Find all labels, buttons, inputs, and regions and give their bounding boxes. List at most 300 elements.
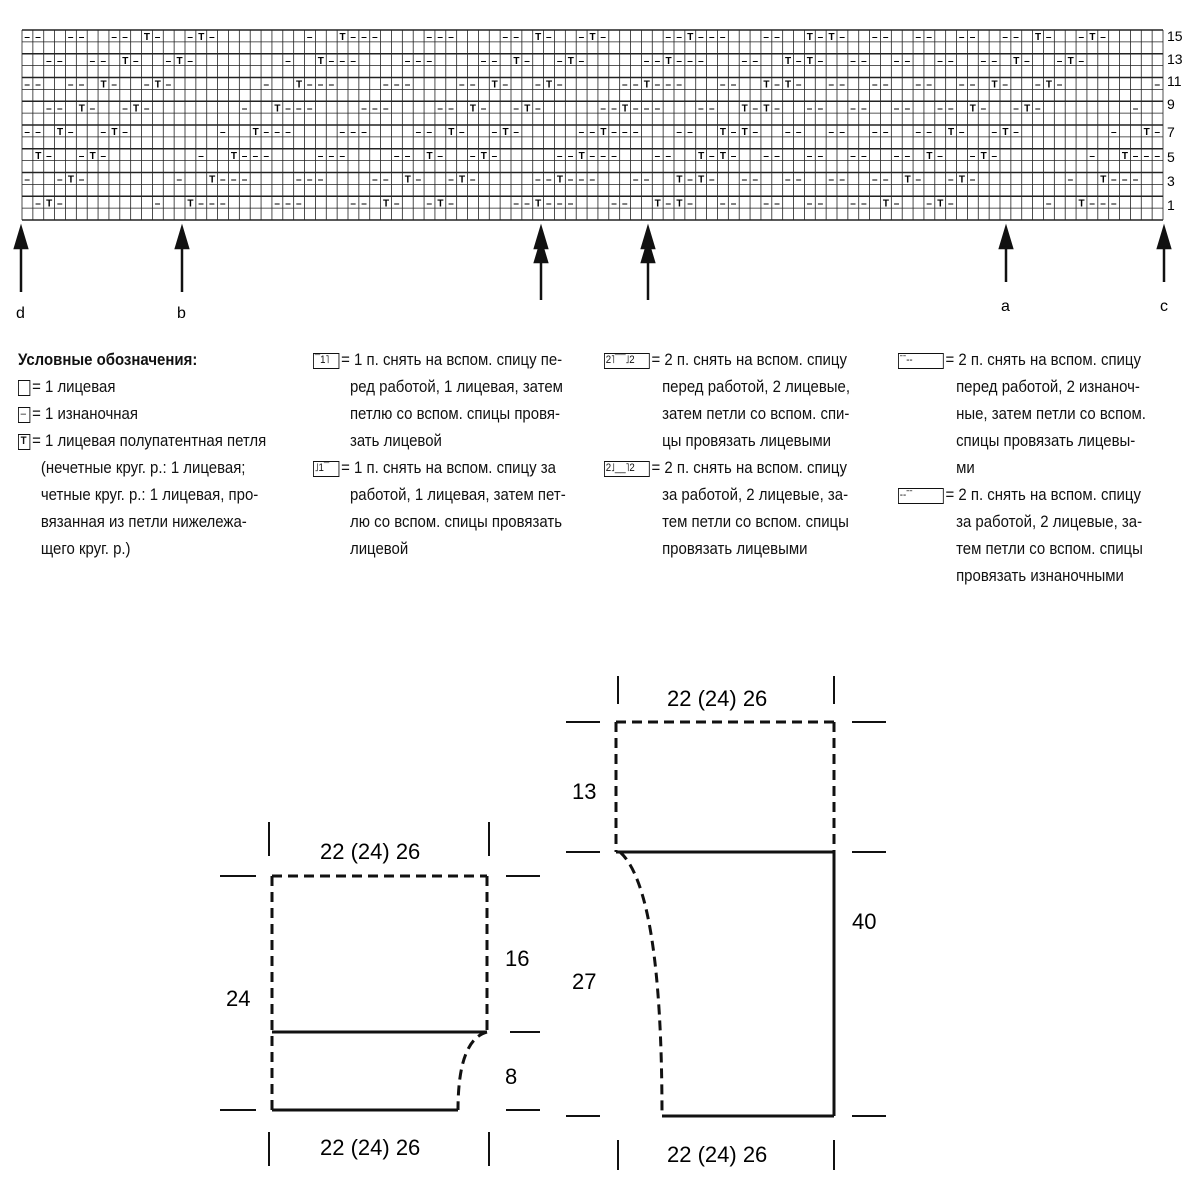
purl-stitch-mark: – <box>513 103 519 115</box>
brioche-stitch-mark: T <box>176 55 183 67</box>
purl-stitch-mark: – <box>317 150 324 162</box>
purl-stitch-mark: – <box>730 79 737 91</box>
brioche-stitch-mark: T <box>535 32 542 44</box>
purl-stitch-mark: – <box>154 32 161 44</box>
purl-stitch-mark: – <box>632 103 639 115</box>
purl-stitch-mark: – <box>741 55 748 67</box>
brioche-stitch-mark: T <box>1002 127 1009 139</box>
purl-stitch-mark: – <box>1154 127 1161 139</box>
purl-stitch-mark: – <box>1132 103 1139 115</box>
purl-stitch-mark: – <box>469 174 476 186</box>
purl-stitch-mark: – <box>35 198 41 210</box>
purl-stitch-mark: – <box>926 32 932 44</box>
purl-stitch-mark: – <box>1034 103 1041 115</box>
cross-2-back-symbol-icon: 2˩__˥2 <box>604 461 650 477</box>
purl-stitch-mark: – <box>991 55 998 67</box>
legend-half-brioche-line-3: четные круг. р.: 1 лицевая, про- <box>40 485 259 504</box>
purl-stitch-mark: – <box>708 150 715 162</box>
purl-stitch-mark: – <box>513 198 519 210</box>
row-number-3: 3 <box>1167 173 1175 189</box>
purl-stitch-mark: – <box>774 103 780 115</box>
purl-stitch-mark: – <box>1111 198 1117 210</box>
purl-stitch-mark: – <box>56 174 63 186</box>
purl-stitch-mark: – <box>296 103 302 115</box>
brioche-stitch-mark: T <box>567 55 574 67</box>
purl-stitch-mark: – <box>708 32 715 44</box>
legend-cross-1-front-line-2: ред работой, 1 лицевая, затем <box>349 377 563 396</box>
brioche-stitch-mark: T <box>491 79 498 91</box>
purl-stitch-mark: – <box>654 79 661 91</box>
brioche-stitch-mark: T <box>741 127 748 139</box>
purl-stitch-mark: – <box>600 150 606 162</box>
brioche-stitch-mark: T <box>882 198 889 210</box>
purl-stitch-mark: – <box>665 32 672 44</box>
purl-stitch-mark: – <box>719 198 726 210</box>
purl-stitch-mark: – <box>480 103 487 115</box>
purl-stitch-mark: – <box>285 198 291 210</box>
purl-stitch-mark: – <box>328 55 335 67</box>
purl-stitch-mark: – <box>611 198 617 210</box>
purl-stitch-mark: – <box>469 150 476 162</box>
purl-stitch-mark: – <box>730 127 737 139</box>
purl-stitch-mark: – <box>871 32 878 44</box>
purl-stitch-mark: – <box>1089 198 1095 210</box>
purl-stitch-mark: – <box>274 127 280 139</box>
arrow-b <box>176 228 188 292</box>
purl-stitch-mark: – <box>524 198 530 210</box>
purl-stitch-mark: – <box>904 150 911 162</box>
purl-stitch-mark: – <box>567 198 574 210</box>
legend-cross-2-back <box>604 454 868 562</box>
brioche-stitch-mark: T <box>785 55 792 67</box>
purl-stitch-mark: – <box>382 103 389 115</box>
brioche-stitch-mark: T <box>1143 127 1150 139</box>
purl-stitch-mark: – <box>698 32 704 44</box>
purl-stitch-mark: – <box>611 127 617 139</box>
purl-stitch-mark: – <box>632 174 639 186</box>
legend-cross-2-back-purl-line-2: за работой, 2 лицевые, за- <box>956 512 1143 531</box>
purl-stitch-mark: – <box>263 150 270 162</box>
brioche-stitch-mark: T <box>502 127 509 139</box>
purl-stitch-mark: – <box>1045 198 1052 210</box>
legend-cross-2-back-purl-line-3: тем петли со вспом. спицы <box>956 539 1143 558</box>
arrow-mid-1 <box>535 228 547 300</box>
purl-stitch-mark: – <box>328 79 335 91</box>
purl-stitch-mark: – <box>1056 55 1063 67</box>
purl-stitch-mark: – <box>948 198 954 210</box>
purl-stitch-mark: – <box>426 55 433 67</box>
brioche-stitch-mark: T <box>426 150 433 162</box>
purl-stitch-mark: – <box>1154 150 1161 162</box>
purl-stitch-mark: – <box>774 79 780 91</box>
legend-cross-2-back-line-1: = 2 п. снять на вспом. спицу <box>651 458 847 477</box>
purl-stitch-mark: – <box>817 103 824 115</box>
purl-stitch-mark: – <box>78 150 85 162</box>
purl-stitch-mark: – <box>24 174 30 186</box>
legend-cross-2-front-purl-line-3: ные, затем петли со вспом. <box>956 404 1146 423</box>
brioche-stitch-mark: T <box>209 174 216 186</box>
purl-stitch-mark: – <box>339 55 346 67</box>
purl-stitch-mark: – <box>426 32 433 44</box>
purl-stitch-mark: – <box>317 79 324 91</box>
brioche-stitch-mark: T <box>926 150 933 162</box>
brioche-stitch-mark: T <box>1089 32 1096 44</box>
purl-stitch-mark: – <box>828 174 835 186</box>
row-number-1: 1 <box>1167 197 1175 213</box>
purl-stitch-mark: – <box>535 174 541 186</box>
brioche-stitch-mark: T <box>448 127 455 139</box>
purl-stitch-mark: – <box>730 150 737 162</box>
pattern-front <box>220 822 540 1166</box>
purl-stitch-mark: – <box>306 174 313 186</box>
purl-stitch-mark: – <box>1045 32 1052 44</box>
brioche-stitch-mark: T <box>643 79 650 91</box>
brioche-stitch-mark: T <box>67 174 74 186</box>
purl-stitch-mark: – <box>143 79 150 91</box>
purl-stitch-mark: – <box>991 127 998 139</box>
purl-stitch-mark: – <box>763 32 769 44</box>
brioche-stitch-mark: T <box>78 103 85 115</box>
purl-stitch-mark: – <box>404 55 411 67</box>
arrow-c <box>1158 228 1170 282</box>
brioche-stitch-mark: T <box>719 150 726 162</box>
legend-cross-1-front-line-1: = 1 п. снять на вспом. спицу пе- <box>341 350 563 369</box>
legend-cross-1-back-line-4: лицевой <box>349 539 409 558</box>
legend-column-1 <box>18 346 282 562</box>
purl-stitch-mark: – <box>393 150 400 162</box>
cross-2-front-purl-symbol-icon: ˉˉ-- <box>898 353 944 369</box>
brioche-stitch-mark: T <box>56 127 64 139</box>
chart-symbols <box>24 32 1160 209</box>
front-top-width: 22 (24) 26 <box>320 839 421 864</box>
purl-stitch-mark: – <box>165 55 172 67</box>
purl-stitch-mark: – <box>958 32 965 44</box>
legend-cross-2-front-purl-line-2: перед работой, 2 изнаноч- <box>956 377 1140 396</box>
purl-stitch-mark: – <box>578 55 585 67</box>
purl-stitch-mark: – <box>774 150 780 162</box>
purl-stitch-mark: – <box>839 174 845 186</box>
purl-stitch-mark: – <box>252 150 259 162</box>
brioche-stitch-mark: T <box>904 174 911 186</box>
purl-stitch-mark: – <box>752 103 759 115</box>
purl-stitch-mark: – <box>980 103 987 115</box>
purl-stitch-mark: – <box>437 103 443 115</box>
purl-stitch-mark: – <box>893 198 900 210</box>
purl-stitch-mark: – <box>545 32 552 44</box>
purl-stitch-mark: – <box>1078 32 1085 44</box>
purl-stitch-mark: – <box>89 55 96 67</box>
legend-half-brioche-line-5: щего круг. р.) <box>40 539 131 558</box>
purl-stitch-mark: – <box>882 32 889 44</box>
purl-stitch-mark: – <box>296 174 302 186</box>
brioche-stitch-mark: T <box>698 174 705 186</box>
purl-stitch-mark: – <box>763 150 769 162</box>
arrow-d <box>15 228 27 292</box>
purl-stitch-mark: – <box>763 198 769 210</box>
purl-stitch-mark: – <box>958 79 965 91</box>
legend-cross-1-front-line-3: петлю со вспом. спицы провя- <box>349 404 560 423</box>
purl-stitch-mark: – <box>861 198 867 210</box>
purl-stitch-mark: – <box>78 174 85 186</box>
brioche-stitch-mark: T <box>1121 150 1129 162</box>
purl-stitch-mark: – <box>556 150 563 162</box>
purl-stitch-mark: – <box>306 103 313 115</box>
purl-stitch-mark: – <box>56 198 63 210</box>
purl-stitch-mark: – <box>850 150 856 162</box>
purl-stitch-mark: – <box>393 79 400 91</box>
legend-cross-2-back-purl-line-1: = 2 п. снять на вспом. спицу <box>945 485 1141 504</box>
purl-stitch-mark: – <box>904 55 911 67</box>
brioche-stitch-mark: T <box>1024 103 1031 115</box>
purl-stitch-mark: – <box>56 103 63 115</box>
row-number-5: 5 <box>1167 149 1175 165</box>
purl-stitch-mark: – <box>46 103 52 115</box>
purl-stitch-mark: – <box>491 150 498 162</box>
purl-stitch-mark: – <box>480 55 487 67</box>
purl-stitch-mark: – <box>1132 174 1139 186</box>
purl-stitch-mark: – <box>622 127 628 139</box>
legend-cross-2-back-line-2: за работой, 2 лицевые, за- <box>662 485 849 504</box>
legend-column-2 <box>313 346 577 562</box>
purl-stitch-mark: – <box>437 32 443 44</box>
purl-stitch-mark: – <box>937 103 943 115</box>
purl-stitch-mark: – <box>491 127 498 139</box>
legend-cross-2-front-purl-line-5: ми <box>956 458 975 477</box>
purl-stitch-mark: – <box>654 55 661 67</box>
purl-stitch-mark: – <box>459 127 465 139</box>
brioche-stitch-mark: T <box>535 198 542 210</box>
brioche-stitch-mark: T <box>1034 32 1042 44</box>
front-bottom-width: 22 (24) 26 <box>320 1135 421 1160</box>
brioche-stitch-mark: T <box>785 79 792 91</box>
brioche-stitch-mark: T <box>676 174 683 186</box>
brioche-stitch-mark: T <box>404 174 411 186</box>
purl-stitch-mark: – <box>589 150 596 162</box>
purl-stitch-mark: – <box>752 174 759 186</box>
purl-stitch-mark: – <box>1100 198 1106 210</box>
knitting-chart <box>0 0 1200 330</box>
brioche-stitch-mark: T <box>111 127 118 139</box>
brioche-stitch-mark: T <box>958 174 966 186</box>
purl-stitch-mark: – <box>100 55 107 67</box>
brioche-stitch-mark: T <box>35 150 42 162</box>
purl-stitch-mark: – <box>448 32 454 44</box>
legend-cross-2-front-purl-line-1: = 2 п. снять на вспом. спицу <box>945 350 1141 369</box>
purl-stitch-mark: – <box>556 55 563 67</box>
purl-stitch-mark: – <box>730 198 737 210</box>
purl-stitch-mark: – <box>393 198 400 210</box>
purl-stitch-mark: – <box>328 150 335 162</box>
cross-2-back-purl-symbol-icon: --ˉˉ <box>898 488 944 504</box>
purl-stitch-mark: – <box>893 150 900 162</box>
legend-cross-2-front-line-2: перед работой, 2 лицевые, <box>662 377 851 396</box>
purl-stitch-mark: – <box>415 55 422 67</box>
purl-stitch-mark: – <box>795 79 802 91</box>
purl-stitch-mark: – <box>828 127 835 139</box>
purl-stitch-mark: – <box>382 79 389 91</box>
purl-stitch-mark: – <box>350 32 356 44</box>
chart-arrows <box>15 228 1170 300</box>
purl-stitch-mark: – <box>404 150 411 162</box>
purl-stitch-mark: – <box>219 198 226 210</box>
purl-stitch-mark: – <box>861 55 867 67</box>
purl-stitch-mark: – <box>589 127 596 139</box>
purl-stitch-mark: – <box>752 127 759 139</box>
purl-stitch-mark: – <box>948 174 954 186</box>
purl-stitch-mark: – <box>861 150 867 162</box>
purl-stitch-mark: – <box>404 79 411 91</box>
purl-stitch-mark: – <box>415 174 422 186</box>
purl-stitch-mark: – <box>35 32 41 44</box>
purl-stitch-mark: – <box>306 79 313 91</box>
purl-stitch-mark: – <box>839 127 845 139</box>
purl-stitch-mark: – <box>937 150 943 162</box>
legend-column-3 <box>604 346 868 562</box>
purl-stitch-mark: – <box>274 198 280 210</box>
brioche-stitch-mark: T <box>480 150 487 162</box>
purl-stitch-mark: – <box>545 174 552 186</box>
purl-stitch-mark: – <box>241 150 248 162</box>
purl-stitch-mark: – <box>817 55 824 67</box>
legend-column-4 <box>898 346 1162 589</box>
brioche-stitch-mark: T <box>230 150 237 162</box>
purl-stitch-mark: – <box>24 127 30 139</box>
purl-stitch-mark: – <box>806 103 813 115</box>
purl-stitch-mark: – <box>122 32 128 44</box>
knit-symbol-icon <box>18 380 30 396</box>
sleeve-top-width: 22 (24) 26 <box>667 686 768 711</box>
purl-stitch-mark: – <box>1154 79 1161 91</box>
brioche-stitch-mark: T <box>806 55 813 67</box>
brioche-stitch-mark: T <box>937 198 944 210</box>
legend-cross-1-back-line-1: = 1 п. снять на вспом. спицу за <box>341 458 556 477</box>
purl-stitch-mark: – <box>795 127 802 139</box>
purl-stitch-mark: – <box>741 174 748 186</box>
purl-stitch-mark: – <box>980 55 987 67</box>
brioche-stitch-mark: T <box>296 79 303 91</box>
purl-stitch-mark: – <box>893 103 900 115</box>
purl-stitch-mark: – <box>78 32 85 44</box>
brioche-stitch-mark: T <box>948 127 955 139</box>
brioche-stitch-mark: T <box>578 150 585 162</box>
purl-stitch-mark: – <box>187 55 193 67</box>
purl-stitch-mark: – <box>1078 55 1085 67</box>
purl-stitch-mark: – <box>263 127 270 139</box>
purl-stitch-mark: – <box>567 174 574 186</box>
purl-stitch-mark: – <box>502 79 509 91</box>
legend-cross-2-front-purl-line-4: спицы провязать лицевы- <box>956 431 1136 450</box>
purl-stitch-mark: – <box>948 103 954 115</box>
brioche-stitch-mark: T <box>187 198 194 210</box>
brioche-stitch-mark: T <box>100 79 107 91</box>
purl-stitch-mark: – <box>1013 127 1019 139</box>
purl-stitch-mark: – <box>1100 32 1106 44</box>
purl-stitch-mark: – <box>795 174 802 186</box>
purl-stitch-mark: – <box>1111 174 1117 186</box>
purl-stitch-mark: – <box>600 103 606 115</box>
brioche-stitch-mark: T <box>513 55 520 67</box>
brioche-stitch-mark: T <box>143 32 151 44</box>
row-number-9: 9 <box>1167 96 1175 112</box>
brioche-stitch-mark: T <box>198 32 205 44</box>
purl-stitch-mark: – <box>871 127 878 139</box>
brioche-stitch-mark: T <box>469 103 477 115</box>
purl-stitch-mark: – <box>622 198 628 210</box>
purl-stitch-mark: – <box>785 127 791 139</box>
purl-stitch-mark: – <box>850 198 856 210</box>
purl-stitch-mark: – <box>448 198 454 210</box>
purl-stitch-mark: – <box>448 174 454 186</box>
purl-stitch-mark: – <box>1089 150 1095 162</box>
purl-stitch-mark: – <box>46 150 52 162</box>
purl-stitch-mark: – <box>926 79 932 91</box>
brioche-stitch-mark: T <box>600 127 607 139</box>
purl-stitch-mark: – <box>926 198 932 210</box>
purl-stitch-mark: – <box>513 127 519 139</box>
half-brioche-symbol-icon: T <box>18 434 30 450</box>
purl-stitch-mark: – <box>1034 79 1041 91</box>
purl-stitch-mark: – <box>578 32 585 44</box>
purl-stitch-mark: – <box>882 79 889 91</box>
purl-stitch-mark: – <box>306 32 313 44</box>
purl-stitch-mark: – <box>350 127 356 139</box>
purl-stitch-mark: – <box>871 174 878 186</box>
purl-stitch-mark: – <box>122 127 128 139</box>
purl-stitch-mark: – <box>350 55 356 67</box>
purl-stitch-mark: – <box>1121 174 1128 186</box>
purl-stitch-mark: – <box>209 32 215 44</box>
legend-knit <box>18 373 282 400</box>
purl-stitch-mark: – <box>285 103 291 115</box>
brioche-stitch-mark: T <box>763 79 770 91</box>
purl-stitch-mark: – <box>67 79 74 91</box>
legend-half-brioche-line-2: (нечетные круг. р.: 1 лицевая; <box>40 458 246 477</box>
pattern-schematics <box>0 670 1200 1200</box>
purl-stitch-mark: – <box>871 79 878 91</box>
brioche-stitch-mark: T <box>828 32 835 44</box>
purl-stitch-mark: – <box>1111 127 1117 139</box>
purl-stitch-mark: – <box>350 198 356 210</box>
brioche-stitch-mark: T <box>556 174 563 186</box>
brioche-stitch-mark: T <box>665 55 672 67</box>
purl-stitch-mark: – <box>1143 150 1150 162</box>
front-lower-height: 8 <box>505 1064 518 1089</box>
legend-cross-2-front-line-4: цы провязать лицевыми <box>662 431 831 450</box>
purl-stitch-mark: – <box>850 55 856 67</box>
purl-stitch-mark: – <box>89 103 96 115</box>
brioche-stitch-mark: T <box>154 79 161 91</box>
legend-cross-2-back-purl <box>898 481 1162 589</box>
legend-purl <box>18 400 282 427</box>
purl-stitch-mark: – <box>882 127 889 139</box>
purl-stitch-mark: – <box>372 174 378 186</box>
purl-stitch-mark: – <box>752 55 759 67</box>
purl-stitch-mark: – <box>285 55 291 67</box>
purl-stitch-mark: – <box>567 150 574 162</box>
purl-stitch-mark: – <box>774 198 780 210</box>
purl-stitch-mark: – <box>676 55 682 67</box>
legend-cross-1-front-line-4: зать лицевой <box>349 431 442 450</box>
purl-stitch-mark: – <box>817 198 824 210</box>
purl-stitch-mark: – <box>915 174 922 186</box>
purl-stitch-mark: – <box>698 103 704 115</box>
purl-stitch-mark: – <box>241 103 248 115</box>
purl-stitch-mark: – <box>991 150 998 162</box>
purl-stitch-mark: – <box>611 103 617 115</box>
purl-stitch-mark: – <box>1013 32 1019 44</box>
purl-stitch-mark: – <box>198 150 204 162</box>
brioche-stitch-mark: T <box>1078 198 1085 210</box>
